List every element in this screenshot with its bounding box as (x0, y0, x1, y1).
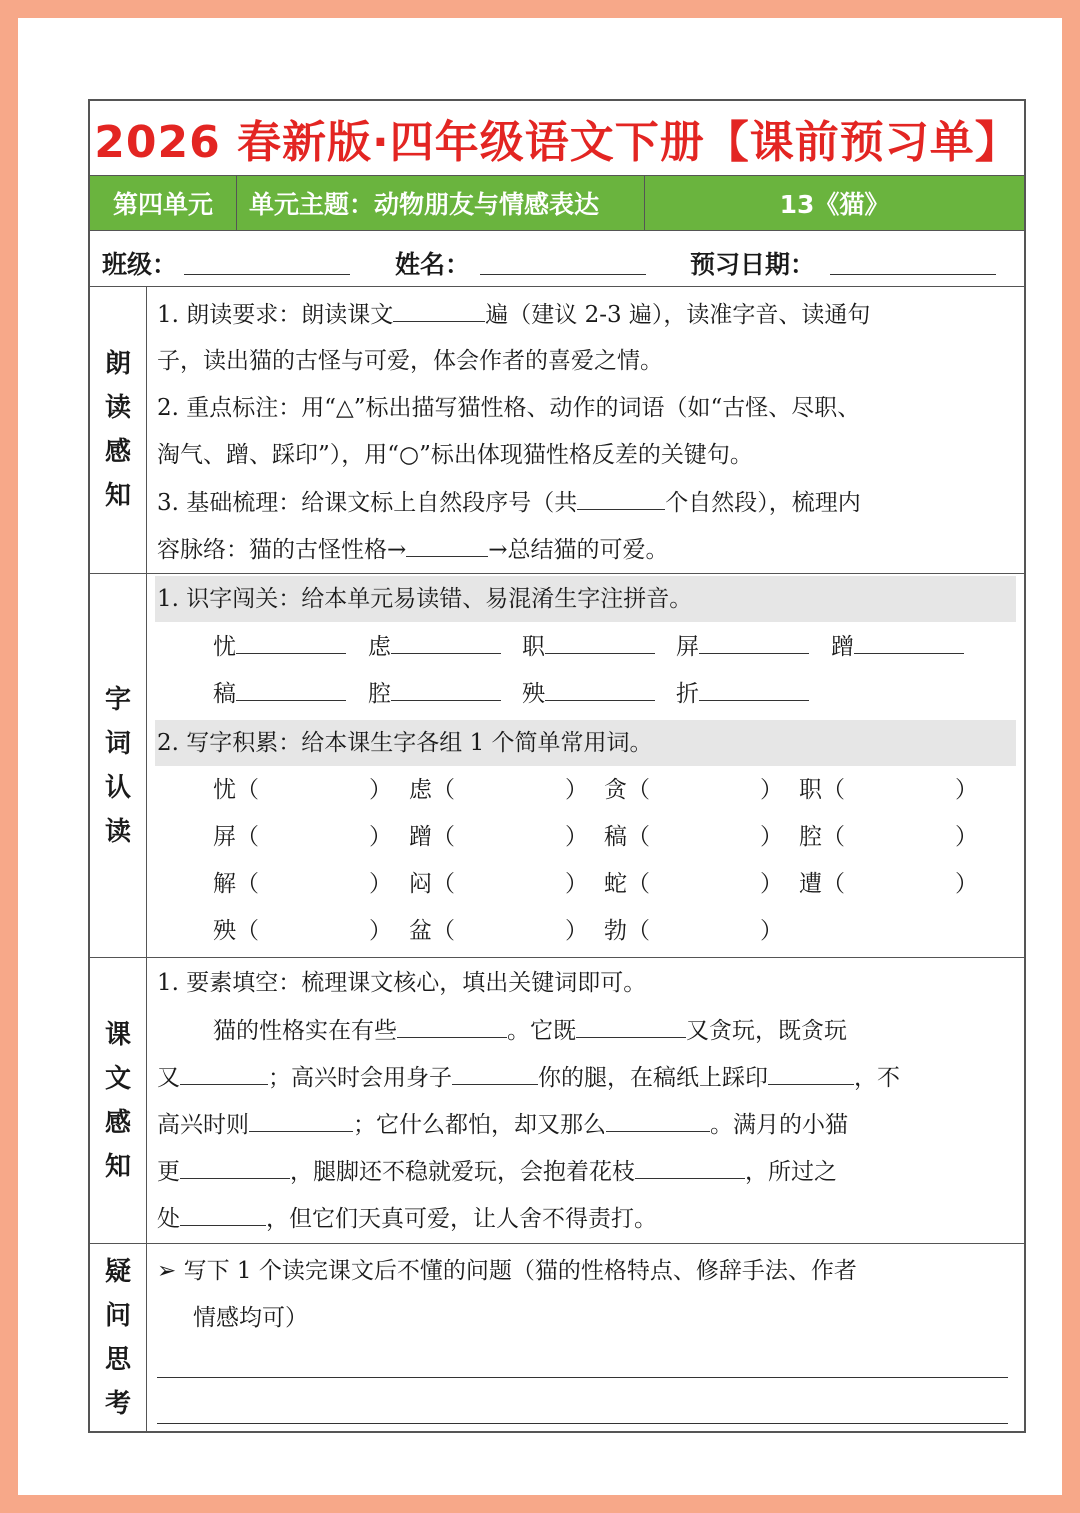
reading-line: 容脉络：猫的古怪性格→ →总结猫的可爱。 (157, 534, 1016, 565)
blank-field[interactable] (180, 1156, 290, 1179)
pinyin-item: 殃 (522, 678, 655, 709)
name-field[interactable] (480, 274, 646, 275)
blank-field[interactable] (391, 631, 501, 654)
word-item: 遭（ (799, 871, 845, 897)
word-item: 勃（ (604, 918, 650, 944)
word-item: 职（ (799, 777, 845, 803)
task-title: 1. 识字闯关：给本单元易读错、易混淆生字注拼音。 (157, 586, 693, 612)
word-item: ） (565, 918, 588, 944)
section-body-reading (147, 287, 1024, 573)
blank-field[interactable] (236, 631, 346, 654)
lesson-title: 13《猫》 (779, 190, 890, 219)
word-item: 虑（ (409, 777, 455, 803)
blank-field[interactable] (606, 1109, 710, 1132)
section-body-words (147, 574, 1024, 957)
pinyin-item: 职 (522, 631, 655, 662)
class-label: 班级： (102, 250, 178, 279)
word-item: 忧（ (213, 777, 259, 803)
date-label: 预习日期： (690, 250, 816, 279)
worksheet-table (88, 99, 1026, 1433)
task-title: 2. 写字积累：给本课生字各组 1 个简单常用词。 (157, 730, 653, 756)
task-title: 1. 要素填空：梳理课文核心，填出关键词即可。 (157, 970, 647, 996)
blank-field[interactable] (545, 631, 655, 654)
word-item: 屏（ (213, 824, 259, 850)
blank-field[interactable] (452, 1062, 538, 1085)
section-label-text: 课 文 感 知 (90, 958, 147, 1243)
section-body-question (147, 1244, 1024, 1431)
word-item: ） (565, 777, 588, 803)
word-item: ） (760, 777, 783, 803)
word-item: 盆（ (409, 918, 455, 944)
blank-field[interactable] (397, 1015, 507, 1038)
question-prompt-cont: 情感均可） (193, 1305, 308, 1331)
word-item: 稿（ (604, 824, 650, 850)
page-title: 2026 春新版·四年级语文下册【课前预习单】 (94, 117, 1020, 168)
blank-field[interactable] (180, 1062, 268, 1085)
unit-theme: 单元主题：动物朋友与情感表达 (237, 176, 645, 230)
blank-field[interactable] (545, 678, 655, 701)
word-item: ） (955, 824, 978, 850)
word-item: 腔（ (799, 824, 845, 850)
reading-line: 淘气、蹭、踩印”），用“○”标出体现猫性格反差的关键句。 (157, 442, 753, 468)
word-item: 殃（ (213, 918, 259, 944)
word-item: 贪（ (604, 777, 650, 803)
date-field[interactable] (830, 274, 996, 275)
word-item: ） (565, 824, 588, 850)
student-info-row (90, 231, 1024, 287)
pinyin-item: 稿 (213, 678, 346, 709)
word-item: 蹭（ (409, 824, 455, 850)
reading-line: 3. 基础梳理：给课文标上自然段序号（共 个自然段），梳理内 (157, 487, 1016, 518)
pinyin-item: 折 (676, 678, 809, 709)
word-item: ） (760, 824, 783, 850)
word-item: ） (369, 777, 392, 803)
blank-field[interactable] (406, 534, 488, 557)
unit-label: 第四单元 (90, 176, 237, 230)
blank-field[interactable] (236, 678, 346, 701)
word-item: ） (760, 918, 783, 944)
text-line: 更 ，腿脚还不稳就爱玩，会抱着花枝 ，所过之 (157, 1156, 1016, 1187)
blank-field[interactable] (577, 487, 665, 510)
word-item: 蛇（ (604, 871, 650, 897)
worksheet-paper (18, 18, 1062, 1495)
blank-field[interactable] (393, 299, 485, 322)
pinyin-item: 屏 (676, 631, 809, 662)
reading-line: 子，读出猫的古怪与可爱，体会作者的喜爱之情。 (157, 348, 663, 374)
word-item: ） (565, 871, 588, 897)
blank-field[interactable] (854, 631, 964, 654)
pinyin-item: 虑 (368, 631, 501, 662)
section-words (90, 574, 1024, 958)
blank-field[interactable] (576, 1015, 686, 1038)
text-line: 又 ；高兴时会用身子 你的腿，在稿纸上踩印 ，不 (157, 1062, 1016, 1093)
name-label: 姓名： (395, 250, 471, 279)
blank-field[interactable] (699, 631, 809, 654)
word-item: 闷（ (409, 871, 455, 897)
section-label-words: 字 词 认 读 (90, 574, 147, 957)
text-line: 处 ，但它们天真可爱，让人舍不得责打。 (157, 1203, 1016, 1234)
text-line: 高兴时则 ；它什么都怕，却又那么 。满月的小猫 (157, 1109, 1016, 1140)
blank-field[interactable] (391, 678, 501, 701)
bullet-icon: ➢ (157, 1258, 177, 1284)
blank-field[interactable] (768, 1062, 854, 1085)
class-field[interactable] (184, 274, 350, 275)
section-body-text (147, 958, 1024, 1243)
section-question (90, 1244, 1024, 1431)
word-item: ） (955, 871, 978, 897)
word-item: ） (369, 824, 392, 850)
reading-line: 1. 朗读要求：朗读课文 遍（建议 2-3 遍），读准字音、读通句 (157, 299, 1016, 330)
pinyin-item: 蹭 (831, 631, 964, 662)
section-reading (90, 287, 1024, 574)
word-item: ） (760, 871, 783, 897)
section-label-reading: 朗 读 感 知 (90, 287, 147, 573)
blank-field[interactable] (180, 1203, 266, 1226)
blank-field[interactable] (699, 678, 809, 701)
question-prompt: ➢ 写下 1 个读完课文后不懂的问题（猫的性格特点、修辞手法、作者 (157, 1258, 857, 1284)
answer-line[interactable] (157, 1377, 1008, 1378)
answer-line[interactable] (157, 1423, 1008, 1424)
word-item: ） (369, 918, 392, 944)
word-item: 解（ (213, 871, 259, 897)
reading-line: 2. 重点标注：用“△”标出描写猫性格、动作的词语（如“古怪、尽职、 (157, 395, 861, 421)
blank-field[interactable] (249, 1109, 353, 1132)
pinyin-item: 腔 (368, 678, 501, 709)
word-item: ） (369, 871, 392, 897)
pinyin-item: 忧 (213, 631, 346, 662)
unit-header-bar (90, 175, 1024, 231)
blank-field[interactable] (635, 1156, 745, 1179)
section-label-question: 疑 问 思 考 (90, 1244, 147, 1431)
word-item: ） (955, 777, 978, 803)
text-line: 猫的性格实在有些 。它既 又贪玩，既贪玩 (213, 1015, 1016, 1046)
section-text (90, 958, 1024, 1244)
